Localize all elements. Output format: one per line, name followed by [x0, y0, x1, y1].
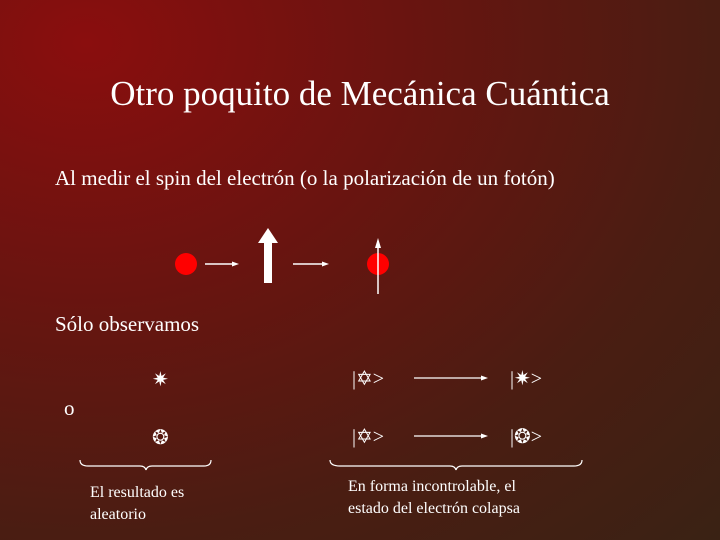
random-result-note [90, 482, 184, 526]
spin-up-symbol-icon: ✷ [152, 369, 169, 391]
electron-before-icon [175, 253, 197, 275]
final-ket-1: |✷> [510, 368, 543, 390]
random-result-line-1: El resultado es [90, 484, 185, 501]
observe-label: Sólo observamos [55, 312, 200, 336]
or-label: o [64, 396, 75, 420]
arrow-to-apparatus-icon [205, 262, 239, 267]
arrow-from-apparatus-icon [293, 262, 329, 267]
random-result-line-2: aleatorio [90, 506, 146, 523]
collapse-line-1: En forma incontrolable, el [348, 478, 516, 495]
collapse-line-2: estado del electrón colapsa [348, 500, 520, 517]
final-ket-2: |❂> [510, 426, 543, 448]
initial-ket-1: |✡> [352, 368, 385, 390]
spin-down-symbol-icon: ❂ [152, 427, 169, 449]
apparatus-up-arrow-icon [258, 228, 278, 283]
slide-title: Otro poquito de Mecánica Cuántica [110, 74, 610, 113]
measurement-description: Al medir el spin del electrón (o la polarización de un fotón) [55, 166, 555, 190]
collapse-note [348, 476, 520, 520]
collapse-arrow-2-icon [414, 434, 488, 439]
collapse-arrow-1-icon [414, 376, 488, 381]
random-result-brace [80, 460, 211, 470]
collapse-brace [330, 460, 582, 470]
initial-ket-2: |✡> [352, 426, 385, 448]
